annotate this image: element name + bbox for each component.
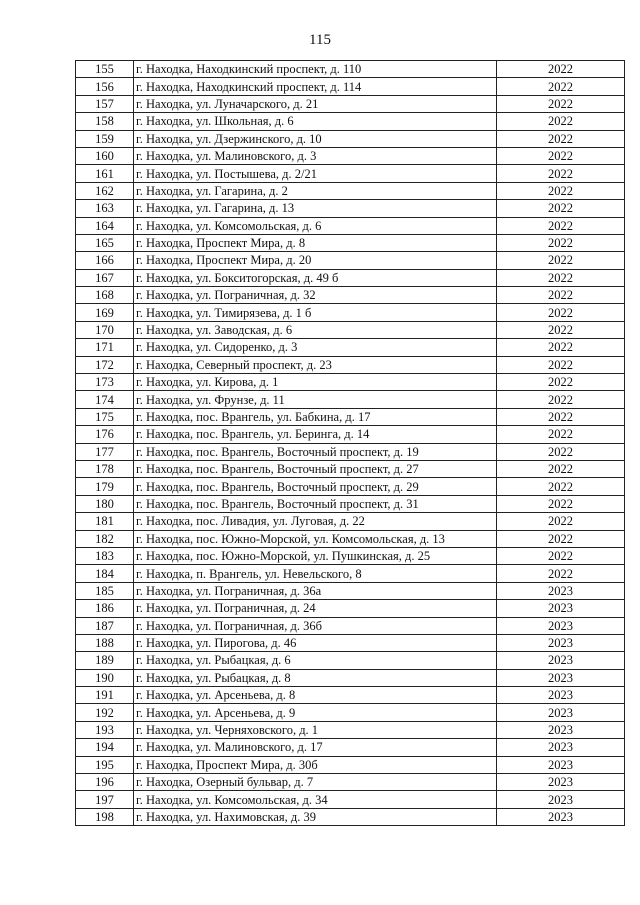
- row-address: г. Находка, пос. Ливадия, ул. Луговая, д. 22: [134, 513, 497, 530]
- row-year: 2022: [497, 234, 625, 251]
- row-number: 195: [76, 756, 134, 773]
- row-number: 186: [76, 600, 134, 617]
- row-address: г. Находка, ул. Арсеньева, д. 8: [134, 687, 497, 704]
- row-number: 160: [76, 147, 134, 164]
- row-address: г. Находка, ул. Рыбацкая, д. 6: [134, 652, 497, 669]
- table-row: [76, 339, 625, 356]
- row-number: 165: [76, 234, 134, 251]
- row-address: г. Находка, ул. Тимирязева, д. 1 б: [134, 304, 497, 321]
- row-number: 156: [76, 78, 134, 95]
- row-number: 171: [76, 339, 134, 356]
- table-row: [76, 687, 625, 704]
- row-address: г. Находка, пос. Южно-Морской, ул. Пушкинская, д. 25: [134, 547, 497, 564]
- row-year: 2023: [497, 669, 625, 686]
- row-number: 177: [76, 443, 134, 460]
- row-address: г. Находка, пос. Врангель, ул. Беринга, д. 14: [134, 426, 497, 443]
- row-address: г. Находка, Озерный бульвар, д. 7: [134, 774, 497, 791]
- row-year: 2023: [497, 634, 625, 651]
- row-address: г. Находка, Проспект Мира, д. 30б: [134, 756, 497, 773]
- row-year: 2022: [497, 339, 625, 356]
- table-row: [76, 200, 625, 217]
- row-year: 2022: [497, 217, 625, 234]
- row-address: г. Находка, Проспект Мира, д. 20: [134, 252, 497, 269]
- row-address: г. Находка, Северный проспект, д. 23: [134, 356, 497, 373]
- row-address: г. Находка, ул. Комсомольская, д. 6: [134, 217, 497, 234]
- table-row: [76, 547, 625, 564]
- table-row: [76, 617, 625, 634]
- row-address: г. Находка, ул. Пограничная, д. 24: [134, 600, 497, 617]
- row-year: 2022: [497, 147, 625, 164]
- row-address: г. Находка, ул. Бокситогорская, д. 49 б: [134, 269, 497, 286]
- row-number: 175: [76, 408, 134, 425]
- row-year: 2022: [497, 113, 625, 130]
- row-number: 168: [76, 287, 134, 304]
- row-year: 2022: [497, 513, 625, 530]
- row-number: 159: [76, 130, 134, 147]
- row-address: г. Находка, ул. Нахимовская, д. 39: [134, 808, 497, 825]
- table-row: [76, 182, 625, 199]
- table-row: [76, 374, 625, 391]
- row-number: 184: [76, 565, 134, 582]
- table-row: [76, 391, 625, 408]
- row-number: 166: [76, 252, 134, 269]
- table-row: [76, 287, 625, 304]
- table-row: [76, 165, 625, 182]
- row-address: г. Находка, ул. Фрунзе, д. 11: [134, 391, 497, 408]
- row-number: 183: [76, 547, 134, 564]
- row-year: 2023: [497, 791, 625, 808]
- row-year: 2022: [497, 478, 625, 495]
- row-year: 2022: [497, 408, 625, 425]
- row-number: 188: [76, 634, 134, 651]
- row-address: г. Находка, пос. Южно-Морской, ул. Комсомольская, д. 13: [134, 530, 497, 547]
- row-address: г. Находка, ул. Кирова, д. 1: [134, 374, 497, 391]
- table-row: [76, 443, 625, 460]
- table-row: [76, 147, 625, 164]
- row-address: г. Находка, ул. Сидоренко, д. 3: [134, 339, 497, 356]
- table-row: [76, 78, 625, 95]
- row-address: г. Находка, пос. Врангель, Восточный проспект, д. 19: [134, 443, 497, 460]
- table-row: [76, 217, 625, 234]
- table-body: [76, 61, 625, 826]
- table-row: [76, 321, 625, 338]
- row-number: 155: [76, 61, 134, 78]
- row-number: 176: [76, 426, 134, 443]
- table-row: [76, 304, 625, 321]
- row-number: 162: [76, 182, 134, 199]
- row-year: 2023: [497, 617, 625, 634]
- row-number: 196: [76, 774, 134, 791]
- table-row: [76, 704, 625, 721]
- row-address: г. Находка, Проспект Мира, д. 8: [134, 234, 497, 251]
- row-number: 161: [76, 165, 134, 182]
- row-year: 2022: [497, 95, 625, 112]
- row-number: 178: [76, 460, 134, 477]
- row-address: г. Находка, ул. Черняховского, д. 1: [134, 721, 497, 738]
- row-year: 2022: [497, 495, 625, 512]
- row-year: 2023: [497, 721, 625, 738]
- table-row: [76, 269, 625, 286]
- row-address: г. Находка, Находкинский проспект, д. 110: [134, 61, 497, 78]
- row-address: г. Находка, ул. Пограничная, д. 32: [134, 287, 497, 304]
- row-year: 2022: [497, 547, 625, 564]
- row-year: 2022: [497, 391, 625, 408]
- row-number: 174: [76, 391, 134, 408]
- row-year: 2022: [497, 565, 625, 582]
- row-year: 2023: [497, 600, 625, 617]
- row-address: г. Находка, ул. Пирогова, д. 46: [134, 634, 497, 651]
- table-row: [76, 565, 625, 582]
- row-address: г. Находка, пос. Врангель, Восточный проспект, д. 31: [134, 495, 497, 512]
- row-number: 157: [76, 95, 134, 112]
- row-year: 2023: [497, 687, 625, 704]
- row-year: 2022: [497, 252, 625, 269]
- row-year: 2022: [497, 443, 625, 460]
- row-number: 185: [76, 582, 134, 599]
- row-year: 2022: [497, 304, 625, 321]
- row-address: г. Находка, ул. Гагарина, д. 13: [134, 200, 497, 217]
- row-year: 2022: [497, 165, 625, 182]
- row-number: 172: [76, 356, 134, 373]
- row-year: 2022: [497, 530, 625, 547]
- row-number: 179: [76, 478, 134, 495]
- table-row: [76, 426, 625, 443]
- row-number: 197: [76, 791, 134, 808]
- table-row: [76, 530, 625, 547]
- row-number: 169: [76, 304, 134, 321]
- row-year: 2022: [497, 182, 625, 199]
- row-year: 2022: [497, 374, 625, 391]
- table-row: [76, 95, 625, 112]
- row-year: 2022: [497, 426, 625, 443]
- row-address: г. Находка, ул. Гагарина, д. 2: [134, 182, 497, 199]
- table-row: [76, 808, 625, 825]
- row-address: г. Находка, ул. Малиновского, д. 17: [134, 739, 497, 756]
- row-address: г. Находка, ул. Малиновского, д. 3: [134, 147, 497, 164]
- row-address: г. Находка, Находкинский проспект, д. 114: [134, 78, 497, 95]
- row-year: 2022: [497, 200, 625, 217]
- row-year: 2023: [497, 808, 625, 825]
- row-number: 173: [76, 374, 134, 391]
- row-address: г. Находка, ул. Рыбацкая, д. 8: [134, 669, 497, 686]
- row-number: 158: [76, 113, 134, 130]
- row-address: г. Находка, п. Врангель, ул. Невельского, 8: [134, 565, 497, 582]
- row-number: 182: [76, 530, 134, 547]
- row-address: г. Находка, ул. Арсеньева, д. 9: [134, 704, 497, 721]
- table-row: [76, 460, 625, 477]
- row-number: 191: [76, 687, 134, 704]
- table-row: [76, 739, 625, 756]
- row-address: г. Находка, ул. Пограничная, д. 36а: [134, 582, 497, 599]
- row-year: 2023: [497, 774, 625, 791]
- row-address: г. Находка, ул. Комсомольская, д. 34: [134, 791, 497, 808]
- row-year: 2022: [497, 61, 625, 78]
- row-number: 198: [76, 808, 134, 825]
- row-year: 2022: [497, 287, 625, 304]
- row-number: 192: [76, 704, 134, 721]
- row-number: 170: [76, 321, 134, 338]
- row-year: 2023: [497, 739, 625, 756]
- row-year: 2022: [497, 269, 625, 286]
- row-year: 2022: [497, 321, 625, 338]
- table-row: [76, 130, 625, 147]
- row-number: 180: [76, 495, 134, 512]
- row-year: 2023: [497, 652, 625, 669]
- housing-register-table: [75, 60, 625, 826]
- row-number: 189: [76, 652, 134, 669]
- table-row: [76, 356, 625, 373]
- row-year: 2023: [497, 582, 625, 599]
- row-address: г. Находка, пос. Врангель, ул. Бабкина, д. 17: [134, 408, 497, 425]
- table-row: [76, 495, 625, 512]
- table-row: [76, 652, 625, 669]
- table-row: [76, 774, 625, 791]
- row-number: 187: [76, 617, 134, 634]
- table-row: [76, 478, 625, 495]
- row-number: 190: [76, 669, 134, 686]
- table-row: [76, 252, 625, 269]
- table-row: [76, 634, 625, 651]
- table-row: [76, 61, 625, 78]
- row-number: 194: [76, 739, 134, 756]
- row-address: г. Находка, ул. Заводская, д. 6: [134, 321, 497, 338]
- row-address: г. Находка, ул. Пограничная, д. 36б: [134, 617, 497, 634]
- row-number: 167: [76, 269, 134, 286]
- table-row: [76, 721, 625, 738]
- table-row: [76, 408, 625, 425]
- table-row: [76, 600, 625, 617]
- row-address: г. Находка, ул. Постышева, д. 2/21: [134, 165, 497, 182]
- row-year: 2022: [497, 460, 625, 477]
- row-year: 2023: [497, 756, 625, 773]
- table-row: [76, 669, 625, 686]
- table-row: [76, 234, 625, 251]
- page-number: 115: [309, 32, 331, 48]
- row-address: г. Находка, ул. Дзержинского, д. 10: [134, 130, 497, 147]
- row-year: 2023: [497, 704, 625, 721]
- row-address: г. Находка, пос. Врангель, Восточный проспект, д. 27: [134, 460, 497, 477]
- row-number: 164: [76, 217, 134, 234]
- row-number: 163: [76, 200, 134, 217]
- table-row: [76, 756, 625, 773]
- table-row: [76, 582, 625, 599]
- row-address: г. Находка, пос. Врангель, Восточный проспект, д. 29: [134, 478, 497, 495]
- row-address: г. Находка, ул. Школьная, д. 6: [134, 113, 497, 130]
- table-row: [76, 791, 625, 808]
- table-row: [76, 113, 625, 130]
- row-year: 2022: [497, 356, 625, 373]
- row-year: 2022: [497, 130, 625, 147]
- row-number: 193: [76, 721, 134, 738]
- row-number: 181: [76, 513, 134, 530]
- row-address: г. Находка, ул. Луначарского, д. 21: [134, 95, 497, 112]
- row-year: 2022: [497, 78, 625, 95]
- table-row: [76, 513, 625, 530]
